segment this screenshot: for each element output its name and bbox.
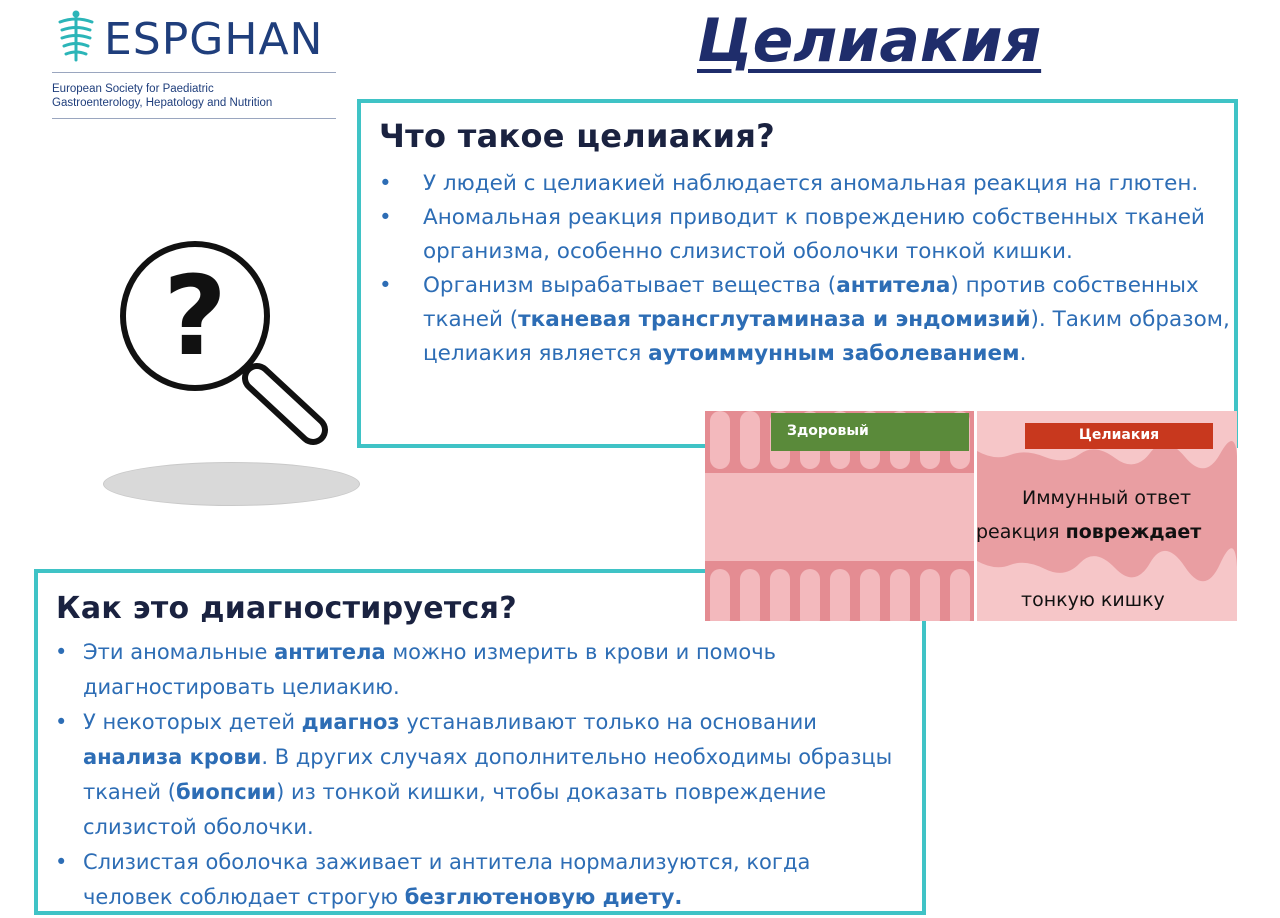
bullet-bold: антитела xyxy=(274,640,386,664)
illustration-caption-line2 xyxy=(976,521,1201,543)
section2-bullet-1 xyxy=(55,635,895,705)
bullet-bold: аутоиммунным заболеванием xyxy=(648,341,1020,366)
bullet-bold: тканевая трансглутаминаза и эндомизий xyxy=(518,307,1031,332)
bullet-text: . xyxy=(1019,341,1027,366)
caption-text: реакция xyxy=(976,521,1066,543)
bullet-bold: антитела xyxy=(836,273,951,298)
bullet-bold: диагноз xyxy=(301,710,400,734)
section2-list xyxy=(55,635,895,915)
intestine-illustration xyxy=(705,411,1237,621)
illustration-caption-line1: Иммунный ответ xyxy=(1022,487,1192,509)
bullet-bold: безглютеновую диету. xyxy=(404,885,683,909)
logo-subtitle xyxy=(52,82,336,110)
section1-bullet-1 xyxy=(379,167,1239,201)
section1-heading: Что такое целиакия? xyxy=(379,117,776,155)
bullet-text: Организм вырабатывает вещества ( xyxy=(423,273,837,298)
bullet-text: . В других случаях дополнительно необходимы образцы тканей ( xyxy=(83,745,893,804)
bullet-text: ). Таким образом, целиакия является xyxy=(423,307,1230,366)
logo-divider-bottom xyxy=(52,118,336,119)
bullet-text: У людей с целиакией наблюдается аномальная реакция на глютен. xyxy=(423,171,1199,196)
healthy-tag: Здоровый xyxy=(771,413,969,451)
section1-bullet-2 xyxy=(379,201,1239,269)
logo-wordmark: ESPGHAN xyxy=(104,14,324,65)
section2-heading: Как это диагностируется? xyxy=(56,591,517,626)
svg-text:?: ? xyxy=(163,252,227,380)
logo-divider xyxy=(52,72,336,73)
espghan-logo xyxy=(52,6,336,122)
bullet-bold: биопсии xyxy=(175,780,277,804)
logo-subtitle-line1: European Society for Paediatric xyxy=(52,83,214,95)
bullet-text: ) против собственных тканей ( xyxy=(423,273,1199,332)
caption-bold: повреждает xyxy=(1065,521,1202,543)
espghan-emblem-icon xyxy=(52,10,100,62)
bullet-bold: анализа крови xyxy=(83,745,262,769)
bullet-text: ) из тонкой кишки, чтобы доказать повреждение слизистой оболочки. xyxy=(83,780,827,839)
bullet-text: устанавливают только на основании xyxy=(399,710,817,734)
section1-bullet-3 xyxy=(379,269,1239,371)
bullet-text: можно измерить в крови и помочь диагностировать целиакию. xyxy=(83,640,777,699)
bullet-text: Аномальная реакция приводит к повреждению собственных тканей организма, особенно слизистой оболочки тонкой кишки. xyxy=(423,205,1205,264)
celiac-tag: Целиакия xyxy=(1025,423,1213,449)
section2-bullet-2 xyxy=(55,705,895,845)
bullet-text: Эти аномальные xyxy=(83,640,275,664)
bullet-text: У некоторых детей xyxy=(83,710,302,734)
page-title: Целиакия xyxy=(697,6,1042,76)
bullet-text: Слизистая оболочка заживает и антитела нормализуются, когда человек соблюдает строгую xyxy=(83,850,811,909)
section2-bullet-3 xyxy=(55,845,895,915)
section1-list xyxy=(379,167,1239,371)
logo-subtitle-line2: Gastroenterology, Hepatology and Nutrition xyxy=(52,97,273,109)
what-is-celiac-box xyxy=(357,99,1238,448)
magnifier-question-icon xyxy=(115,240,330,450)
illustration-caption-line3: тонкую кишку xyxy=(1021,589,1165,611)
shadow-ellipse xyxy=(103,462,360,506)
